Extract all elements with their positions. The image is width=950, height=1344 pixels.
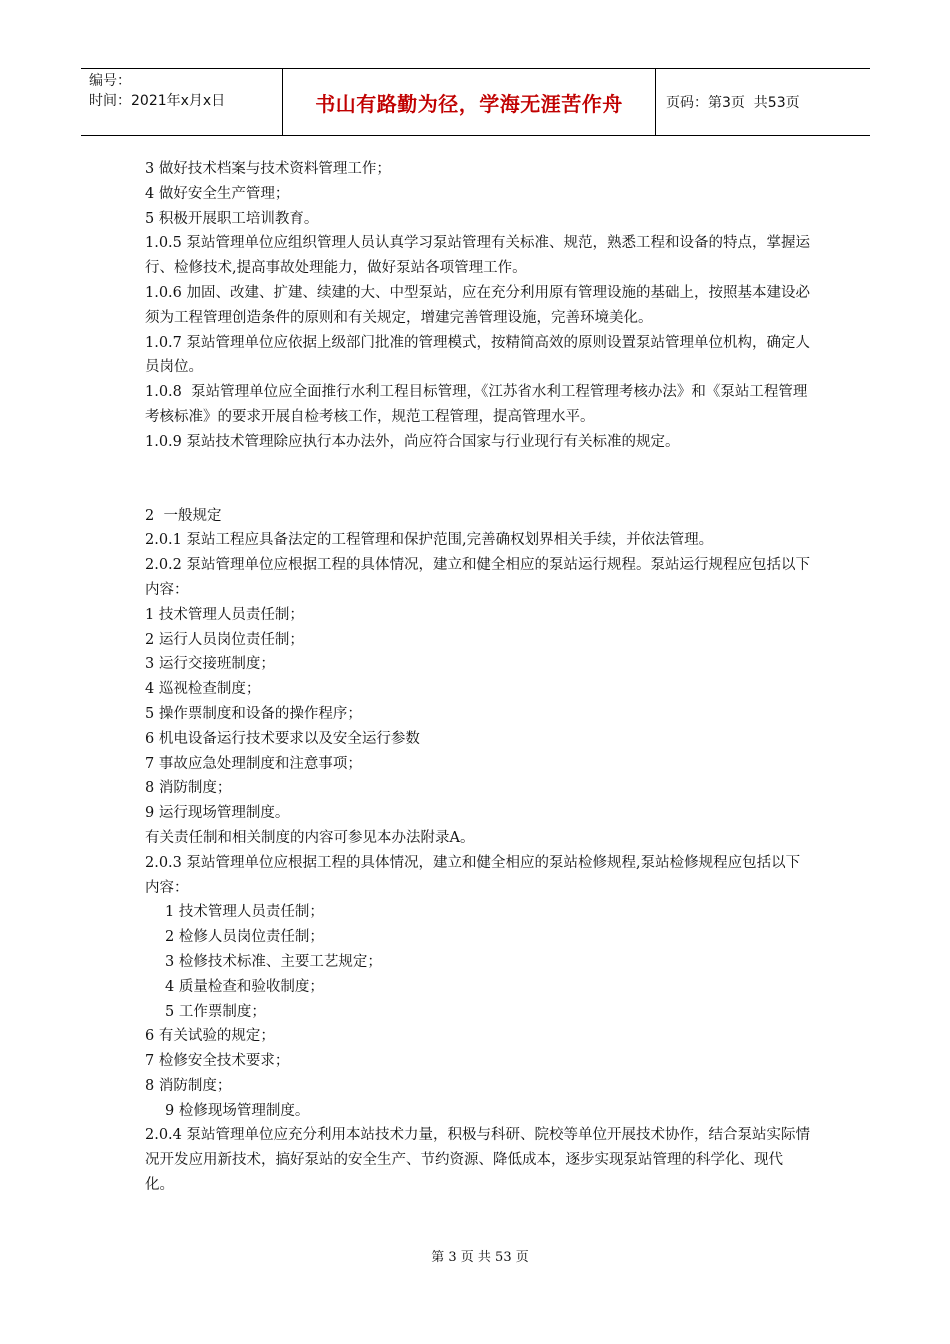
- paragraph: 8 消防制度；: [145, 780, 232, 797]
- code-label: 编号：: [89, 73, 131, 89]
- header-meta: [81, 69, 283, 135]
- section-gap: [145, 455, 810, 504]
- paragraph: 1.0.8 泵站管理单位应全面推行水利工程目标管理，《江苏省水利工程管理考核办法》和《泵站工程管理考核标准》的要求开展自检考核工作，规范工程管理，提高管理水平。: [145, 384, 808, 425]
- paragraph: 1.0.9 泵站技术管理除应执行本办法外，尚应符合国家与行业现行有关标准的规定。: [145, 433, 680, 450]
- paragraph: 2.0.1 泵站工程应具备法定的工程管理和保护范围,完善确权划界相关手续，并依法管理。: [145, 532, 714, 549]
- page-header: [81, 68, 870, 136]
- document-body: [145, 157, 810, 1198]
- paragraph: 5 操作票制度和设备的操作程序；: [145, 705, 362, 722]
- paragraph: 2 一般规定: [145, 507, 222, 524]
- paragraph: 8 消防制度；: [145, 1077, 232, 1094]
- paragraph: 9 检修现场管理制度。: [165, 1102, 310, 1119]
- paragraph: 1 技术管理人员责任制；: [145, 606, 304, 623]
- paragraph: 有关责任制和相关制度的内容可参见本办法附录A。: [145, 829, 475, 846]
- paragraph: 2.0.2 泵站管理单位应根据工程的具体情况，建立和健全相应的泵站运行规程。泵站运行规程应包括以下内容：: [145, 557, 810, 598]
- paragraph: 4 巡视检查制度；: [145, 681, 261, 698]
- paragraph: 2 运行人员岗位责任制；: [145, 631, 304, 648]
- paragraph: 7 事故应急处理制度和注意事项；: [145, 755, 362, 772]
- header-page-info: [656, 69, 870, 135]
- paragraph: 1.0.6 加固、改建、扩建、续建的大、中型泵站，应在充分利用原有管理设施的基础上，按照基本建设必须为工程管理创造条件的原则和有关规定，增建完善管理设施，完善环境美化。: [145, 284, 810, 326]
- paragraph: 6 有关试验的规定；: [145, 1028, 275, 1045]
- paragraph: 2.0.4 泵站管理单位应充分利用本站技术力量，积极与科研、院校等单位开展技术协作，结合泵站实际情况开发应用新技术，搞好泵站的安全生产、节约资源、降低成本，逐步实现泵站管理的科学化、现代化。: [145, 1127, 810, 1194]
- paragraph: 5 积极开展职工培训教育。: [145, 210, 319, 227]
- paragraph: 3 做好技术档案与技术资料管理工作；: [145, 161, 391, 177]
- page-label: 页码：第3页 共53页: [666, 95, 800, 111]
- paragraph: 1 技术管理人员责任制；: [165, 904, 324, 921]
- paragraph: 1.0.5 泵站管理单位应组织管理人员认真学习泵站管理有关标准、规范，熟悉工程和设备的特点，掌握运行、检修技术,提高事故处理能力，做好泵站各项管理工作。: [145, 235, 810, 277]
- paragraph: 3 运行交接班制度；: [145, 656, 275, 673]
- paragraph: 1.0.7 泵站管理单位应依据上级部门批准的管理模式，按精简高效的原则设置泵站管理单位机构，确定人员岗位。: [145, 334, 810, 376]
- paragraph: 5 工作票制度；: [165, 1003, 266, 1020]
- header-motto: 书山有路勤为径，学海无涯苦作舟: [283, 69, 656, 135]
- time-label: 时间：2021年x月x日: [89, 93, 226, 109]
- page-footer: 第 3 页 共 53 页: [431, 1250, 529, 1265]
- paragraph: 9 运行现场管理制度。: [145, 805, 290, 822]
- paragraph: 2.0.3 泵站管理单位应根据工程的具体情况，建立和健全相应的泵站检修规程,泵站检修规程应包括以下内容：: [145, 854, 801, 896]
- paragraph: 3 检修技术标准、主要工艺规定；: [165, 953, 382, 970]
- paragraph: 6 机电设备运行技术要求以及安全运行参数: [145, 730, 420, 747]
- paragraph: 2 检修人员岗位责任制；: [165, 929, 324, 946]
- paragraph: 7 检修安全技术要求；: [145, 1053, 290, 1070]
- paragraph: 4 做好安全生产管理；: [145, 185, 290, 202]
- paragraph: 4 质量检查和验收制度；: [165, 978, 324, 995]
